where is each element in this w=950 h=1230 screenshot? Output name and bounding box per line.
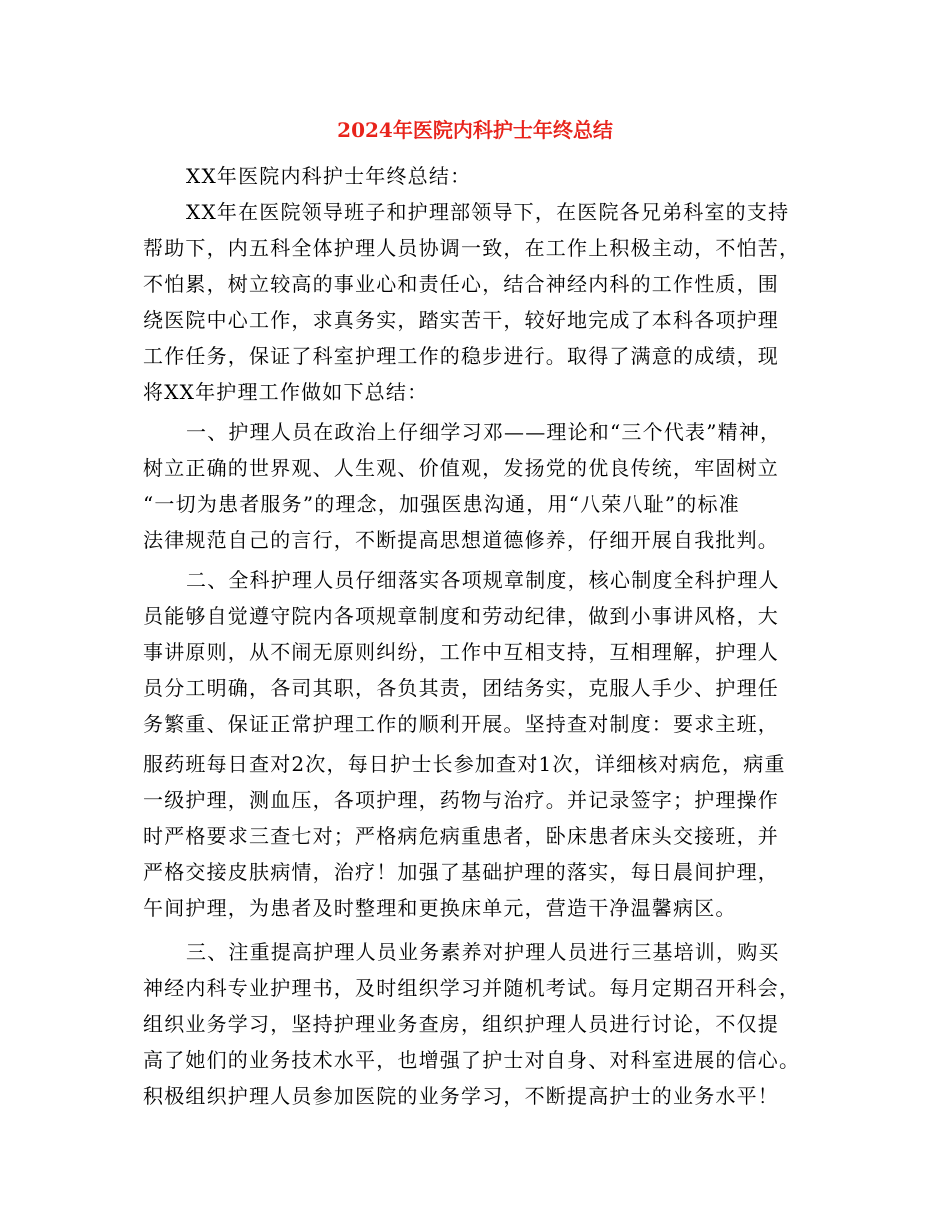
text-line: 二、全科护理人员仔细落实各项规章制度，核心制度全科护理人 [186, 568, 780, 592]
text-line: “一切为患者服务”的理念，加强医患沟通，用“八荣八耻”的标准 [143, 492, 740, 516]
text-line: 时严格要求三查七对；严格病危病重患者，卧床患者床头交接班，并 [143, 824, 779, 848]
text-line: 法律规范自己的言行，不断提高思想道德修养，仔细开展自我批判。 [143, 528, 779, 552]
text-line: 务繁重、保证正常护理工作的顺利开展。坚持查对制度：要求主班， [143, 712, 779, 736]
text-line: 服药班每日查对2次，每日护士长参加查对1次，详细核对病危，病重 [143, 752, 786, 776]
text-line: 员能够自觉遵守院内各项规章制度和劳动纪律，做到小事讲风格，大 [143, 604, 779, 628]
text-line: 将XX年护理工作做如下总结： [143, 380, 429, 404]
text-line: 午间护理，为患者及时整理和更换床单元，营造干净温馨病区。 [143, 896, 737, 920]
text-line: 事讲原则，从不闹无原则纠纷，工作中互相支持，互相理解，护理人 [143, 640, 779, 664]
text-line: 一级护理，测血压，各项护理，药物与治疗。并记录签字；护理操作 [143, 788, 779, 812]
text-line: 严格交接皮肤病情，治疗！加强了基础护理的落实，每日晨间护理， [143, 860, 779, 884]
text-line: 员分工明确，各司其职，各负其责，团结务实，克服人手少、护理任 [143, 676, 779, 700]
text-line: 一、护理人员在政治上仔细学习邓——理论和“三个代表”精神， [186, 420, 782, 444]
text-line: 积极组织护理人员参加医院的业务学习，不断提高护士的业务水平！ [143, 1084, 779, 1108]
text-line: 神经内科专业护理书，及时组织学习并随机考试。每月定期召开科会， [143, 976, 801, 1000]
text-line: 高了她们的业务技术水平，也增强了护士对自身、对科室进展的信心。 [143, 1048, 801, 1072]
text-line: 工作任务，保证了科室护理工作的稳步进行。取得了满意的成绩，现 [143, 344, 779, 368]
text-line: 组织业务学习，坚持护理业务查房，组织护理人员进行讨论，不仅提 [143, 1012, 779, 1036]
text-line: 三、注重提高护理人员业务素养对护理人员进行三基培训，购买 [186, 940, 780, 964]
text-line: XX年在医院领导班子和护理部领导下，在医院各兄弟科室的支持 [186, 200, 790, 224]
text-line: 绕医院中心工作，求真务实，踏实苦干，较好地完成了本科各项护理 [143, 308, 779, 332]
document-title: 2024年医院内科护士年终总结 [337, 118, 613, 142]
text-line: 不怕累，树立较高的事业心和责任心，结合神经内科的工作性质，围 [143, 272, 779, 296]
text-line: 帮助下，内五科全体护理人员协调一致，在工作上积极主动，不怕苦， [143, 236, 801, 260]
text-line: 树立正确的世界观、人生观、价值观，发扬党的优良传统，牢固树立 [143, 456, 779, 480]
text-line: XX年医院内科护士年终总结： [186, 164, 472, 188]
